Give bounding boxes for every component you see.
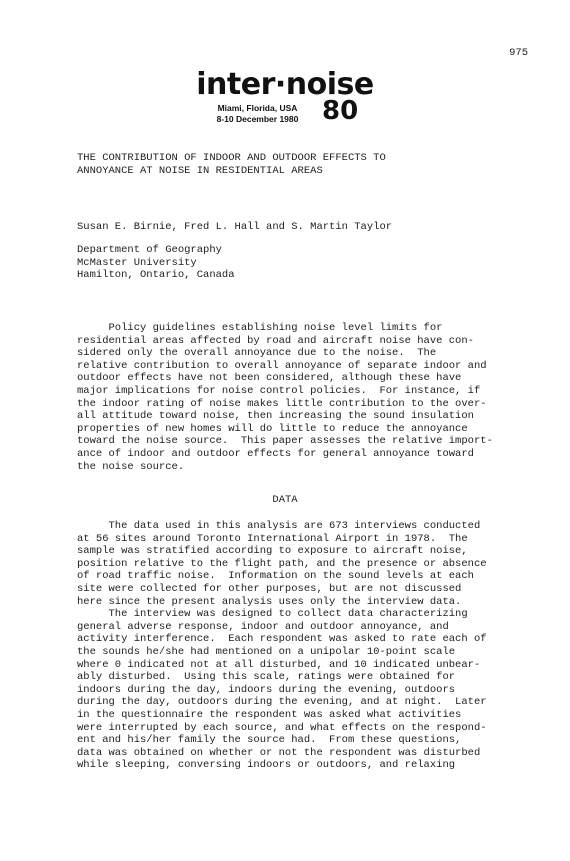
title-line: ANNOYANCE AT NOISE IN RESIDENTIAL AREAS (77, 164, 323, 177)
affiliation-line: Department of Geography (77, 244, 222, 256)
logo-subtitle (195, 103, 320, 125)
abstract-line: all attitude toward noise, then increasing the sound insulation (77, 410, 474, 423)
body-line: of road traffic noise. Information on the sound levels at each (77, 570, 474, 583)
affiliation (77, 244, 497, 282)
abstract-line: relative contribution to overall annoyance of separate indoor and (77, 359, 487, 372)
abstract-line: properties of new homes will do little to reduce the annoyance (77, 422, 468, 435)
body-line: were interrupted by each source, and what effects on the respond- (77, 721, 487, 734)
author-list (77, 221, 497, 234)
body-line: The data used in this analysis are 673 interviews conducted (77, 520, 481, 532)
abstract-line: the noise source. (77, 460, 185, 473)
body-line: position relative to the flight path, and the presence or absence (77, 557, 487, 570)
body-line: activity interference. Each respondent was asked to rate each of (77, 633, 487, 646)
abstract-line: sidered only the overall annoyance due to the noise. The (77, 347, 437, 360)
abstract-paragraph (77, 322, 497, 473)
body-line: general adverse response, indoor and outdoor annoyance, and (77, 620, 449, 633)
body-line: while sleeping, conversing indoors or outdoors, and relaxing (77, 759, 456, 772)
body-line: data was obtained on whether or not the respondent was disturbed (77, 746, 481, 759)
affiliation-line: Hamilton, Ontario, Canada (77, 269, 235, 282)
body-line: The interview was designed to collect data characterizing (77, 608, 468, 621)
logo-wordmark: inter·noise (196, 67, 374, 102)
body-line: sample was stratified according to exposure to aircraft noise, (77, 545, 468, 558)
abstract-line: the indoor rating of noise makes little contribution to the over- (77, 397, 487, 410)
body-line: where 0 indicated not at all disturbed, and 10 indicated unbear- (77, 658, 481, 671)
title-line: THE CONTRIBUTION OF INDOOR AND OUTDOOR EFFECTS TO (77, 152, 386, 164)
body-line: at 56 sites around Toronto International Airport in 1978. The (77, 532, 468, 545)
affiliation-line: McMaster University (77, 256, 197, 269)
body-line: here since the present analysis uses only the interview data. (77, 595, 462, 608)
body-line: ent and his/her family the source had. From these questions, (77, 734, 462, 747)
body-line: in the questionnaire the respondent was asked what activities (77, 708, 462, 721)
abstract-line: ance of indoor and outdoor effects for general annoyance toward (77, 447, 474, 460)
logo-year: 80 (322, 96, 359, 126)
page-number: 975 (509, 47, 528, 59)
abstract-line: Policy guidelines establishing noise level limits for (77, 322, 443, 334)
authors-line: Susan E. Birnie, Fred L. Hall and S. Martin Taylor (77, 221, 393, 233)
abstract-line: toward the noise source. This paper assesses the relative import- (77, 435, 493, 448)
body-line: indoors during the day, indoors during the evening, outdoors (77, 683, 456, 696)
conference-logo (0, 67, 570, 102)
logo-dates: 8-10 December 1980 (216, 114, 299, 124)
abstract-line: major implications for noise control policies. For instance, if (77, 384, 481, 397)
data-section-body (77, 520, 497, 772)
logo-location: Miami, Florida, USA (217, 103, 298, 113)
body-line: the sounds he/she had mentioned on a unipolar 10-point scale (77, 645, 456, 658)
paper-title (77, 152, 497, 177)
body-line: ably disturbed. Using this scale, ratings were obtained for (77, 671, 456, 684)
body-line: site were collected for other purposes, but are not discussed (77, 582, 462, 595)
body-line: during the day, outdoors during the evening, and at night. Later (77, 696, 487, 709)
abstract-line: outdoor effects have not been considered, although these have (77, 372, 462, 385)
abstract-line: residential areas affected by road and aircraft noise have con- (77, 334, 474, 347)
section-heading-data: DATA (272, 494, 298, 506)
